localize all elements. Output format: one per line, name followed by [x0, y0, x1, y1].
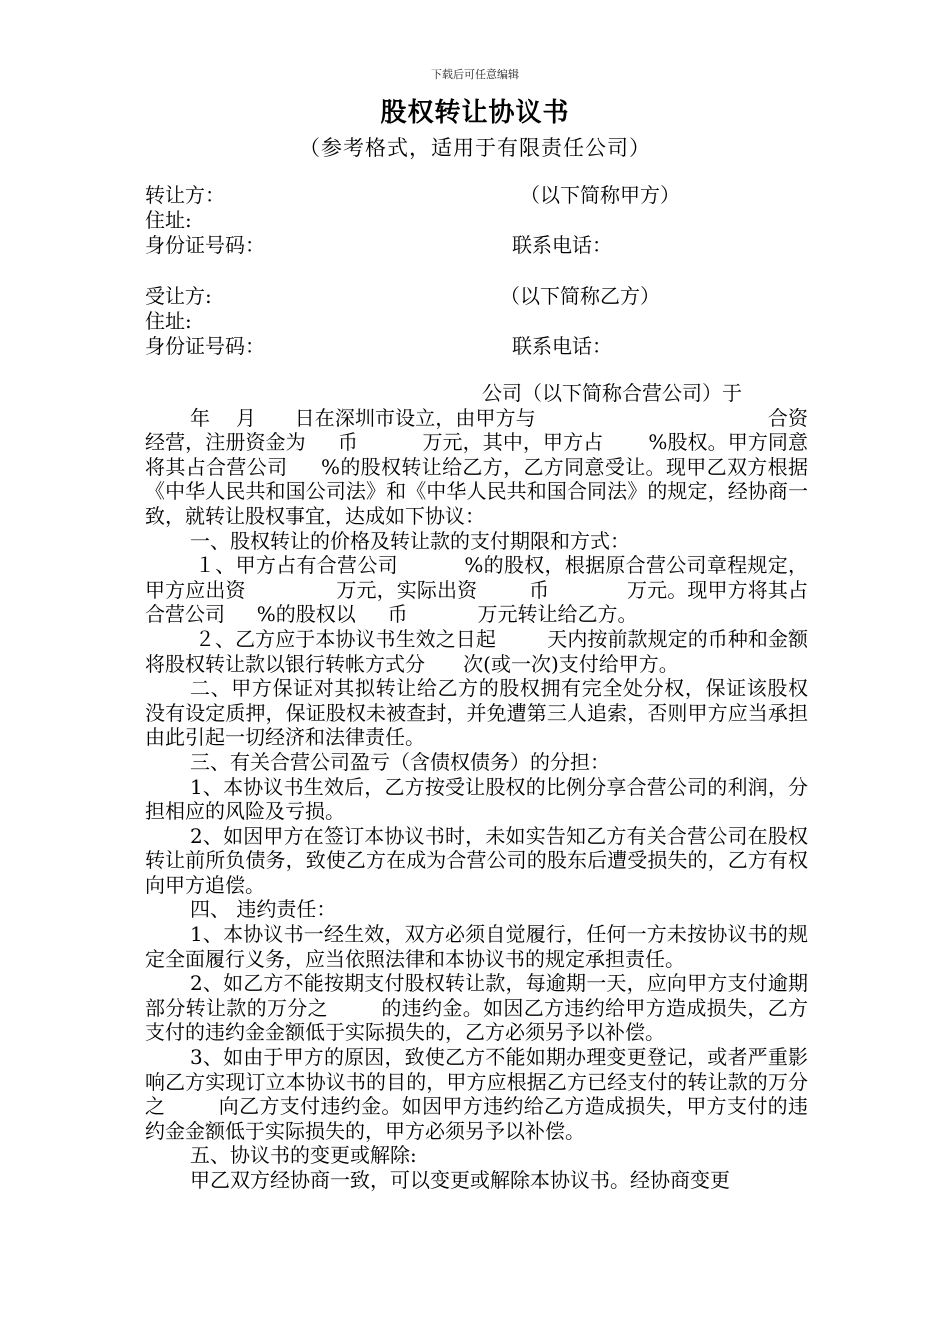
section-heading-modification: 五、协议书的变更或解除: — [190, 1143, 417, 1168]
transferee-id-label: 身份证号码： — [145, 334, 265, 358]
clause-4-3: 3、如由于甲方的原因，致使乙方不能如期办理变更登记，或者严重影响乙方实现订立本协议书的目的，甲方应根据乙方已经支付的转让款的万分之 向乙方支付违约金。如因甲方违约给乙方造成损失，甲方支付的违约金金额低于实际损失的，甲方必须另予以补偿。 — [145, 1045, 808, 1143]
clause-4-2: 2、如乙方不能按期支付股权转让款，每逾期一天，应向甲方支付逾期部分转让款的万分之 的违约金。如因乙方违约给甲方造成损失，乙方支付的违约金金额低于实际损失的，乙方必须另予以补偿。 — [145, 971, 808, 1045]
transferor-id-label: 身份证号码： — [145, 233, 265, 257]
paragraph-company-intro: 公司（以下简称合营公司）于 — [482, 381, 742, 405]
paragraph-company-details: 年 月 日在深圳市设立，由甲方与 合资经营，注册资金为 币 万元，其中，甲方占 %股权。甲方同意将其占合营公司 %的股权转让给乙方，乙方同意受让。现甲乙双方根据《中华人民共和国公司法》和《中华人民共和国合同法》的规定，经协商一致，就转让股权事宜，达成如下协议： — [145, 405, 808, 528]
section-guarantee: 二、甲方保证对其拟转让给乙方的股权拥有完全处分权，保证该股权没有设定质押，保证股权未被查封，并免遭第三人追索，否则甲方应当承担由此引起一切经济和法律责任。 — [145, 676, 808, 750]
clause-3-1: 1、本协议书生效后，乙方按受让股权的比例分享合营公司的利润，分担相应的风险及亏损。 — [145, 774, 808, 824]
transferor-alias: （以下简称甲方） — [520, 183, 680, 207]
document-title: 股权转让协议书 — [380, 98, 570, 128]
clause-1-1: １、甲方占有合营公司 %的股权，根据原合营公司章程规定，甲方应出资 万元，实际出资 币 万元。现甲方将其占合营公司 %的股权以 币 万元转让给乙方。 — [145, 553, 808, 627]
transferor-phone-label: 联系电话： — [512, 233, 612, 257]
clause-1-2: ２、乙方应于本协议书生效之日起 天内按前款规定的币种和金额将股权转让款以银行转帐方式分 次(或一次)支付给甲方。 — [145, 626, 808, 676]
transferor-address-label: 住址: — [145, 208, 192, 232]
section-heading-profit-loss: 三、有关合营公司盈亏（含债权债务）的分担： — [190, 749, 610, 774]
transferee-address-label: 住址: — [145, 309, 192, 333]
section-heading-price: 一、股权转让的价格及转让款的支付期限和方式： — [190, 528, 630, 553]
section-heading-liability: 四、 违约责任： — [190, 897, 337, 922]
transferee-alias: （以下简称乙方） — [500, 284, 660, 308]
transferee-phone-label: 联系电话： — [512, 334, 612, 358]
clause-3-2: 2、如因甲方在签订本协议书时，未如实告知乙方有关合营公司在股权转让前所负债务，致使乙方在成为合营公司的股东后遭受损失的，乙方有权向甲方追偿。 — [145, 823, 808, 897]
transferor-label: 转让方： — [145, 183, 225, 207]
document-subtitle: （参考格式，适用于有限责任公司） — [299, 136, 651, 160]
header-note: 下载后可任意编辑 — [431, 68, 519, 81]
agreement-body — [145, 381, 808, 1193]
clause-4-1: 1、本协议书一经生效，双方必须自觉履行，任何一方未按协议书的规定全面履行义务，应当依照法律和本协议书的规定承担责任。 — [145, 922, 808, 971]
transferee-label: 受让方: — [145, 284, 212, 308]
clause-5-1: 甲乙双方经协商一致，可以变更或解除本协议书。经协商变更 — [190, 1168, 730, 1192]
